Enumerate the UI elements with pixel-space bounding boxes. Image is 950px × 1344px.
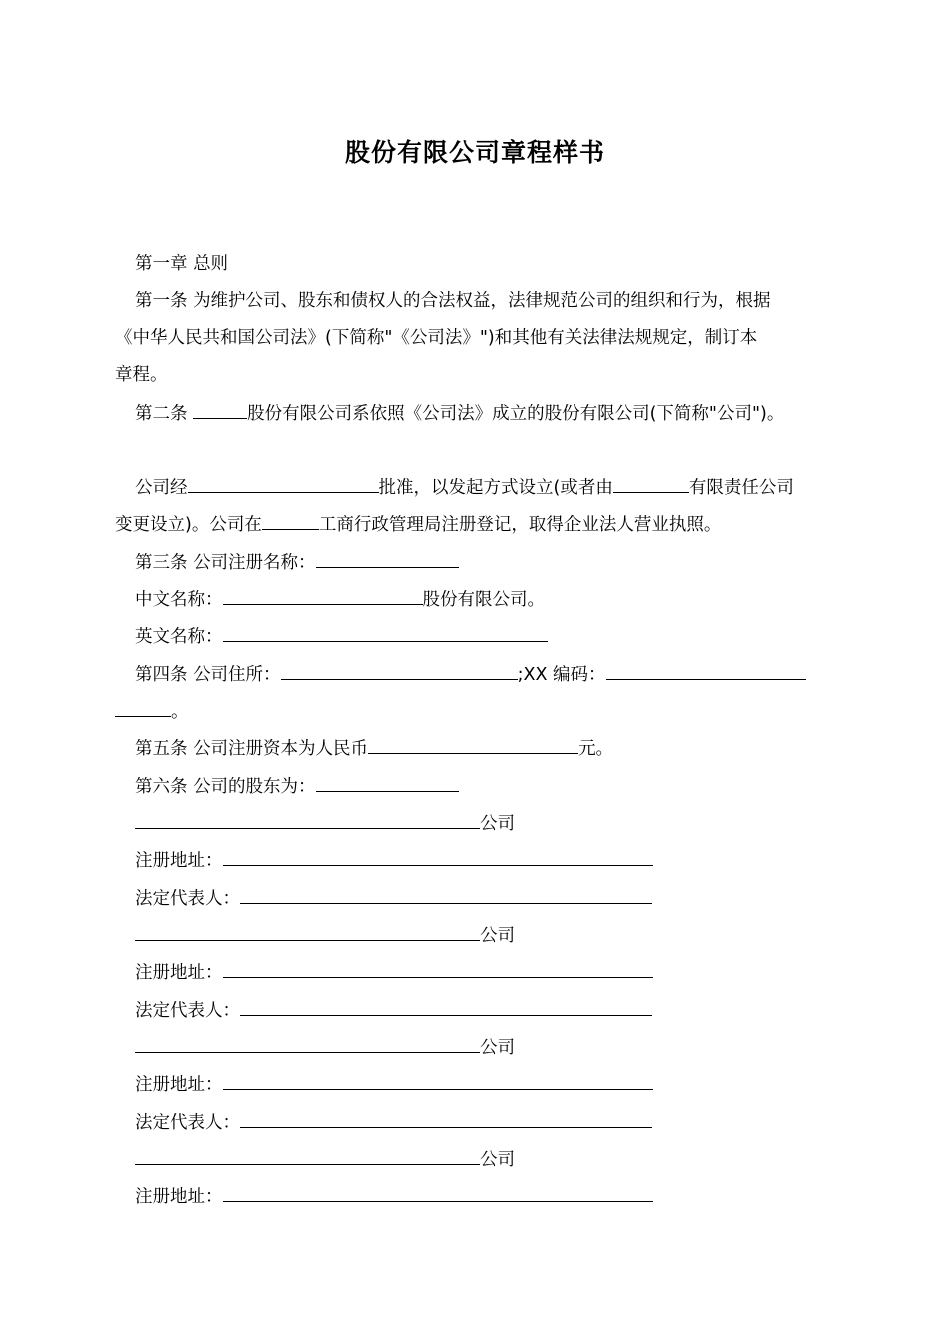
blank-line [223, 960, 653, 978]
registered-address-line [135, 848, 653, 873]
registered-address-line [135, 1184, 653, 1209]
article-4-end: 。 [171, 702, 189, 722]
blank-line [223, 587, 423, 605]
shareholder-company-line [135, 1147, 515, 1172]
shareholder-company-line [135, 811, 515, 836]
article-6 [135, 774, 459, 799]
blank-line [606, 662, 806, 680]
article-4 [135, 662, 806, 687]
shareholder-company-line [135, 923, 515, 948]
approval-text-c: 有限责任公司 [688, 478, 794, 498]
blank-line [613, 475, 689, 493]
blank-line [240, 1110, 652, 1128]
article-2-text: 股份有限公司系依照《公司法》成立的股份有限公司(下简称"公司")。 [247, 404, 785, 424]
blank-line [316, 550, 459, 568]
article-6-label: 第六条 公司的股东为： [135, 777, 316, 797]
blank-line [368, 736, 578, 754]
approval-line-2 [115, 512, 721, 537]
blank-line [135, 811, 480, 829]
company-suffix: 公司 [480, 1150, 515, 1170]
blank-line [115, 699, 171, 717]
registered-address-line [135, 960, 653, 985]
legal-representative-line [135, 1110, 652, 1135]
blank-line [223, 1184, 653, 1202]
approval-line-1 [135, 475, 794, 500]
blank-line [135, 923, 480, 941]
company-suffix: 公司 [480, 926, 515, 946]
article-5 [135, 736, 613, 761]
company-suffix: 公司 [480, 1038, 515, 1058]
approval-text-e: 工商行政管理局注册登记，取得企业法人营业执照。 [318, 515, 722, 535]
shareholder-company-line [135, 1035, 515, 1060]
blank-line [223, 848, 653, 866]
blank-line [135, 1147, 480, 1165]
document-title: 股份有限公司章程样书 [344, 138, 605, 167]
article-5-label: 第五条 公司注册资本为人民币 [135, 739, 369, 759]
blank-line [240, 998, 652, 1016]
blank-line [193, 401, 247, 419]
chinese-name-line [135, 587, 545, 612]
article-1-line-1: 第一条 为维护公司、股东和债权人的合法权益，法律规范公司的组织和行为，根据 [135, 291, 771, 311]
company-suffix: 公司 [480, 814, 515, 834]
legal-representative-line [135, 998, 652, 1023]
legal-representative-label: 法定代表人： [135, 1113, 240, 1133]
english-name-label: 英文名称： [135, 627, 223, 647]
registered-address-label: 注册地址： [135, 963, 223, 983]
article-3 [135, 550, 459, 575]
chapter-heading: 第一章 总则 [135, 254, 229, 274]
blank-line [316, 774, 459, 792]
english-name-line [135, 624, 548, 649]
approval-text-d: 变更设立)。公司在 [115, 515, 262, 535]
chinese-name-suffix: 股份有限公司。 [422, 590, 545, 610]
blank-line [281, 662, 518, 680]
blank-line [262, 512, 319, 530]
approval-text-a: 公司经 [135, 478, 188, 498]
article-1-line-2: 《中华人民共和国公司法》(下简称"《公司法》")和其他有关法律法规规定，制订本 [115, 328, 758, 348]
registered-address-line [135, 1072, 653, 1097]
blank-line [240, 886, 652, 904]
article-2 [135, 401, 784, 426]
blank-line [223, 1072, 653, 1090]
registered-address-label: 注册地址： [135, 1187, 223, 1207]
legal-representative-label: 法定代表人： [135, 889, 240, 909]
registered-address-label: 注册地址： [135, 1075, 223, 1095]
article-4-label: 第四条 公司住所： [135, 665, 281, 685]
postal-code-label: ;XX 编码： [517, 665, 606, 685]
chinese-name-label: 中文名称： [135, 590, 223, 610]
blank-line [223, 624, 548, 642]
approval-text-b: 批准，以发起方式设立(或者由 [378, 478, 613, 498]
legal-representative-label: 法定代表人： [135, 1001, 240, 1021]
article-1-line-3: 章程。 [115, 365, 168, 385]
article-2-label: 第二条 [135, 404, 194, 424]
blank-line [135, 1035, 480, 1053]
article-3-label: 第三条 公司注册名称： [135, 553, 316, 573]
article-4-cont [115, 699, 189, 724]
legal-representative-line [135, 886, 652, 911]
registered-address-label: 注册地址： [135, 851, 223, 871]
article-5-unit: 元。 [578, 739, 614, 759]
blank-line [188, 475, 379, 493]
